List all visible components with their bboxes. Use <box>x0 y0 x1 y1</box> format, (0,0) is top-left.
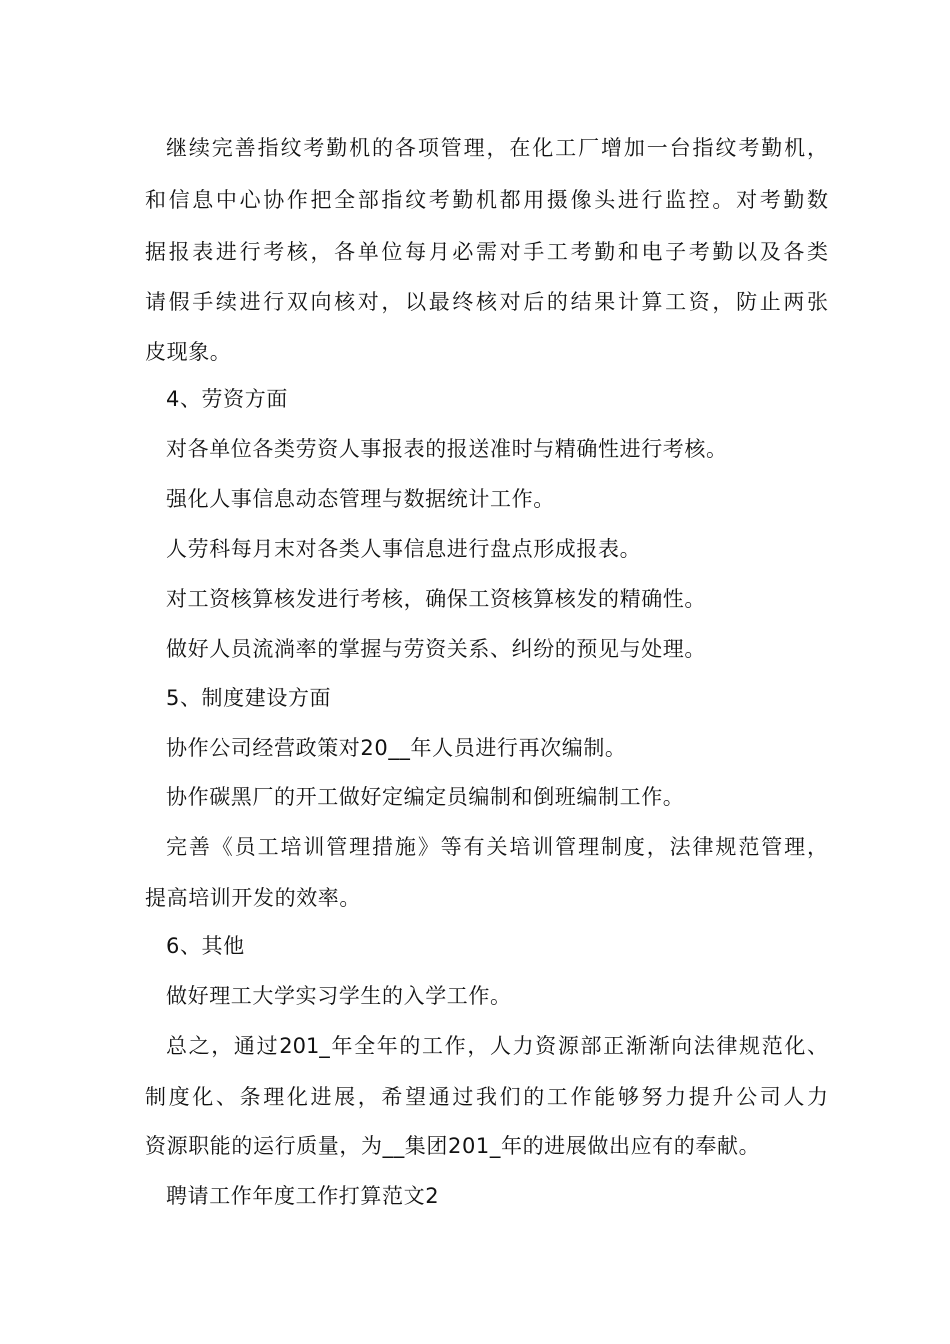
paragraph-line: 继续完善指纹考勤机的各项管理，在化工厂增加一台指纹考勤机， <box>166 136 828 160</box>
paragraph-line: 请假手续进行双向核对，以最终核对后的结果计算工资，防止两张 <box>145 290 828 314</box>
paragraph-line: 协作公司经营政策对20__年人员进行再次编制。 <box>166 736 627 760</box>
paragraph-line: 总之，通过201_年全年的工作，人力资源部正渐渐向法律规范化、 <box>166 1034 828 1058</box>
paragraph-line: 资源职能的运行质量，为__集团201_年的进展做出应有的奉献。 <box>145 1134 761 1158</box>
paragraph-line: 据报表进行考核，各单位每月必需对手工考勤和电子考勤以及各类 <box>145 240 828 264</box>
paragraph-line: 强化人事信息动态管理与数据统计工作。 <box>166 487 555 511</box>
paragraph-line: 人劳科每月末对各类人事信息进行盘点形成报表。 <box>166 537 642 561</box>
document-title: 聘请工作年度工作打算范文2 <box>166 1184 440 1208</box>
section-heading: 4、劳资方面 <box>166 387 288 411</box>
paragraph-line: 做好人员流淌率的掌握与劳资关系、纠纷的预见与处理。 <box>166 637 706 661</box>
paragraph-line: 做好理工大学实习学生的入学工作。 <box>166 984 512 1008</box>
paragraph-line: 协作碳黑厂的开工做好定编定员编制和倒班编制工作。 <box>166 785 685 809</box>
paragraph-line: 和信息中心协作把全部指纹考勤机都用摄像头进行监控。对考勤数 <box>145 188 828 212</box>
paragraph-line: 制度化、条理化进展，希望通过我们的工作能够努力提升公司人力 <box>145 1085 828 1109</box>
paragraph-line: 对工资核算核发进行考核，确保工资核算核发的精确性。 <box>166 587 706 611</box>
paragraph-line: 完善《员工培训管理措施》等有关培训管理制度，法律规范管理， <box>166 835 828 859</box>
section-heading: 6、其他 <box>166 934 245 958</box>
paragraph-line: 皮现象。 <box>145 340 232 364</box>
paragraph-line: 提高培训开发的效率。 <box>145 886 361 910</box>
paragraph-line: 对各单位各类劳资人事报表的报送准时与精确性进行考核。 <box>166 437 728 461</box>
section-heading: 5、制度建设方面 <box>166 686 332 710</box>
